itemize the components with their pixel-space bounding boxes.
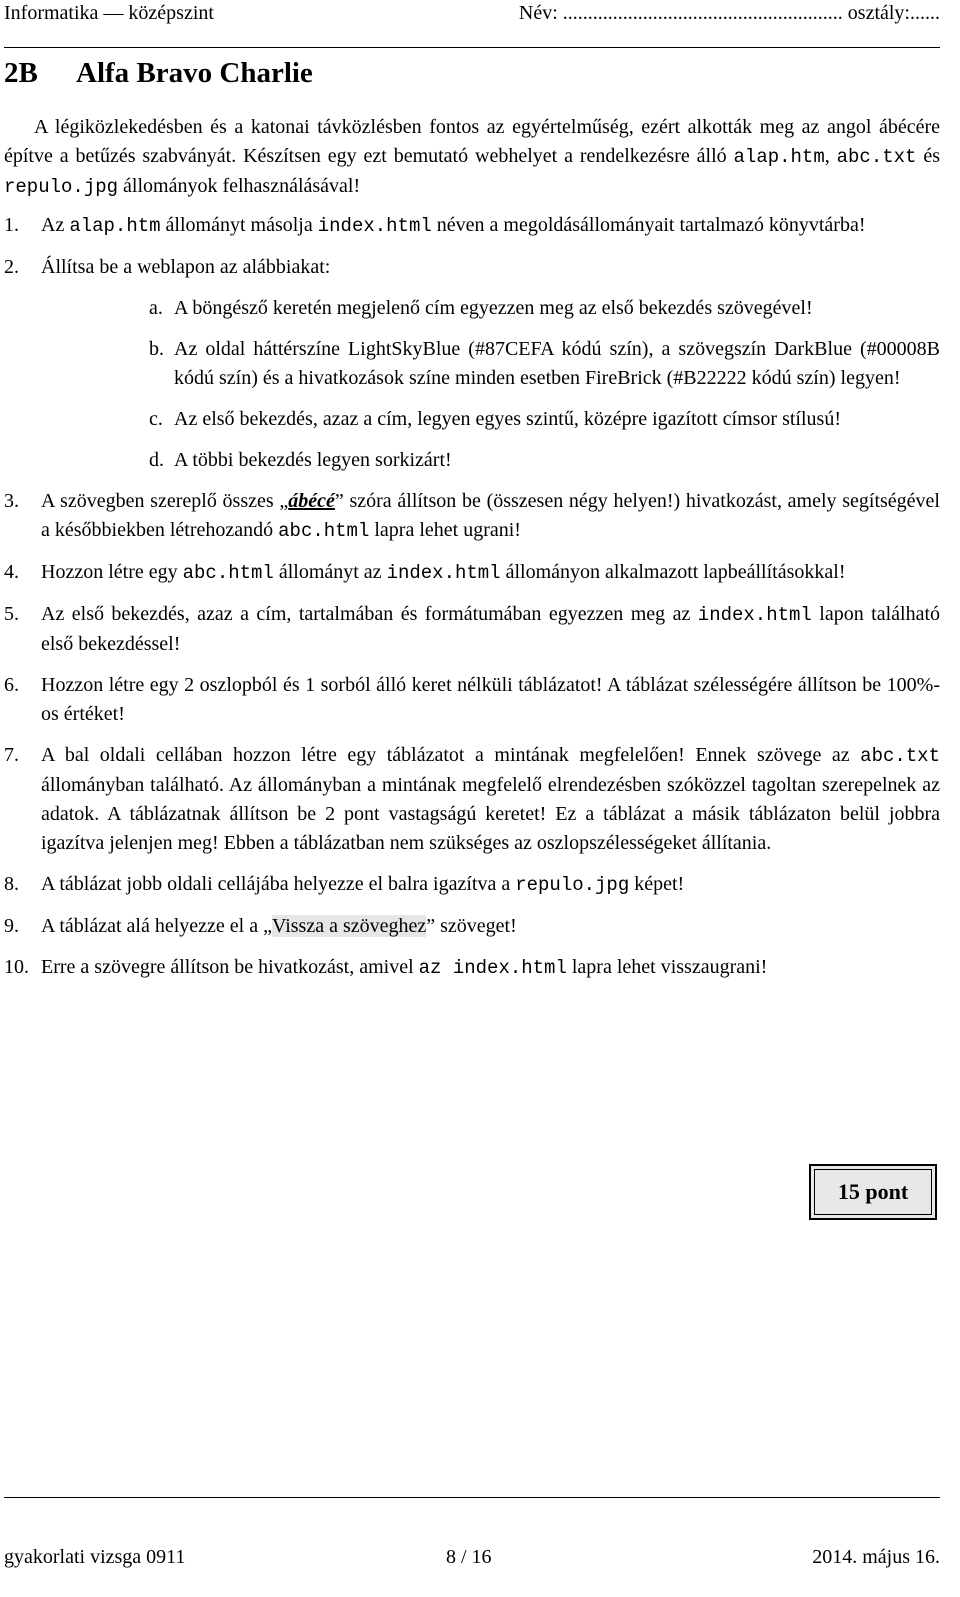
subitem-letter: a. xyxy=(149,297,163,319)
task-item-8 xyxy=(4,870,940,900)
intro-text: A légiközlekedésben és a katonai távközlésben fontos az egyértelműség, ezért alkották meg az angol ábécére építve a betűzés szabványát. Készítsen egy ezt bemutató webhelyet a rendelkezésre álló xyxy=(4,116,940,167)
filename: abc.txt xyxy=(860,745,940,767)
task-item-2 xyxy=(4,253,940,282)
filename: alap.htm xyxy=(733,146,825,168)
intro-text: és xyxy=(916,145,940,167)
highlighted-phrase: Vissza a szöveghez xyxy=(271,915,427,937)
subitem-letter: d. xyxy=(149,449,164,471)
subtask-2c xyxy=(149,405,940,434)
item-number: 6. xyxy=(4,674,19,696)
page-header xyxy=(4,0,940,26)
item-number: 1. xyxy=(4,214,19,236)
filename: repulo.jpg xyxy=(4,176,119,198)
filename: alap.htm xyxy=(69,215,161,237)
task-item-3 xyxy=(4,487,940,546)
task-item-7 xyxy=(4,741,940,858)
item-text: Erre a szövegre állítson be hivatkozást, amivel az index.html lapra lehet visszaugrani! xyxy=(41,956,768,979)
filename: index.html xyxy=(386,562,501,584)
item-number: 3. xyxy=(4,490,19,512)
footer-exam-code: gyakorlati vizsga 0911 xyxy=(4,1546,186,1568)
subtask-2d xyxy=(149,446,940,475)
subitem-text: Az oldal háttérszíne LightSkyBlue (#87CEFA kódú szín), a szövegszín DarkBlue (#00008B kódú szín) és a hivatkozások színe minden esetben FireBrick (#B22222 kódú szín) legyen! xyxy=(174,338,940,389)
subitem-text: A többi bekezdés legyen sorkizárt! xyxy=(174,449,452,471)
intro-text: állományok felhasználásával! xyxy=(118,175,361,197)
item-text: A táblázat jobb oldali cellájába helyezze el balra igazítva a repulo.jpg képet! xyxy=(41,873,685,896)
filename: abc.html xyxy=(182,562,274,584)
item-number: 10. xyxy=(4,956,29,978)
filename: abc.txt xyxy=(836,146,917,168)
filename: az index.html xyxy=(418,957,567,979)
task-item-9 xyxy=(4,912,940,941)
filename: repulo.jpg xyxy=(515,874,630,896)
emphasized-word: ábécé xyxy=(288,490,335,512)
footer-page-number: 8 / 16 xyxy=(446,1546,492,1568)
filename: index.html xyxy=(697,604,812,626)
filename: index.html xyxy=(317,215,432,237)
task-item-6 xyxy=(4,671,940,729)
item-text: A szövegben szereplő összes „ábécé” szóra állítson be (összesen négy helyen!) hivatkozást, amely segítségével a későbbiekben létrehozandó abc.html lapra lehet ugrani! xyxy=(41,490,940,542)
subitem-text: A böngésző keretén megjelenő cím egyezzen meg az első bekezdés szövegével! xyxy=(174,297,813,319)
header-name-field: Név: ........................................................ osztály:...... xyxy=(518,2,940,24)
item-text: Hozzon létre egy abc.html állományt az index.html állományon alkalmazott lapbeállításokkal! xyxy=(41,561,846,584)
item-text: Az első bekezdés, azaz a cím, tartalmában és formátumában egyezzen meg az index.html lapon található első bekezdéssel! xyxy=(41,603,941,655)
task-title xyxy=(4,54,313,92)
task-item-4 xyxy=(4,558,940,588)
task-body xyxy=(4,113,940,995)
item-text: Az alap.htm állományt másolja index.html néven a megoldásállományait tartalmazó könyvtárba! xyxy=(41,214,866,237)
subitem-letter: b. xyxy=(149,338,164,360)
footer-divider xyxy=(4,1497,940,1498)
item-text: A bal oldali cellában hozzon létre egy táblázatot a mintának megfelelően! Ennek szövege az abc.txt állományban található. Az állományban a mintának megfelelő elrendezésben szóközzel tagoltan szerepelnek az adatok. A táblázatnak állítson be 2 pont vastagságú keretet! Ez a táblázat a másik táblázaton belül jobbra igazítva jelenjen meg! Ebben a táblázatban nem szükséges az oszlopszélességeket állítania. xyxy=(41,744,940,854)
item-text: A táblázat alá helyezze el a „Vissza a szöveghez” szöveget! xyxy=(41,915,517,937)
task-item-10 xyxy=(4,953,940,983)
item-number: 8. xyxy=(4,873,19,895)
filename: abc.html xyxy=(278,520,370,542)
footer-date: 2014. május 16. xyxy=(812,1546,940,1568)
subitem-letter: c. xyxy=(149,408,163,430)
item-number: 7. xyxy=(4,744,19,766)
intro-text: , xyxy=(824,145,837,167)
intro-paragraph xyxy=(4,113,940,202)
subtask-2b xyxy=(149,335,940,393)
task-item-5 xyxy=(4,600,940,659)
item-text: Állítsa be a weblapon az alábbiakat: xyxy=(41,256,331,278)
header-subject: Informatika — középszint xyxy=(4,2,214,24)
item-number: 2. xyxy=(4,256,19,278)
page-footer xyxy=(4,1544,940,1570)
task-title-text: Alfa Bravo Charlie xyxy=(76,57,313,89)
item-text: Hozzon létre egy 2 oszlopból és 1 sorból álló keret nélküli táblázatot! A táblázat szélességére állítson be 100%-os értéket! xyxy=(41,674,940,725)
item-number: 4. xyxy=(4,561,19,583)
subtask-2a xyxy=(149,294,940,323)
item-number: 5. xyxy=(4,603,19,625)
header-divider xyxy=(4,47,940,48)
item-number: 9. xyxy=(4,915,19,937)
subitem-text: Az első bekezdés, azaz a cím, legyen egyes szintű, középre igazított címsor stílusú! xyxy=(174,408,841,430)
task-item-1 xyxy=(4,211,940,241)
task-code: 2B xyxy=(4,57,38,89)
points-box: 15 pont xyxy=(809,1164,937,1220)
